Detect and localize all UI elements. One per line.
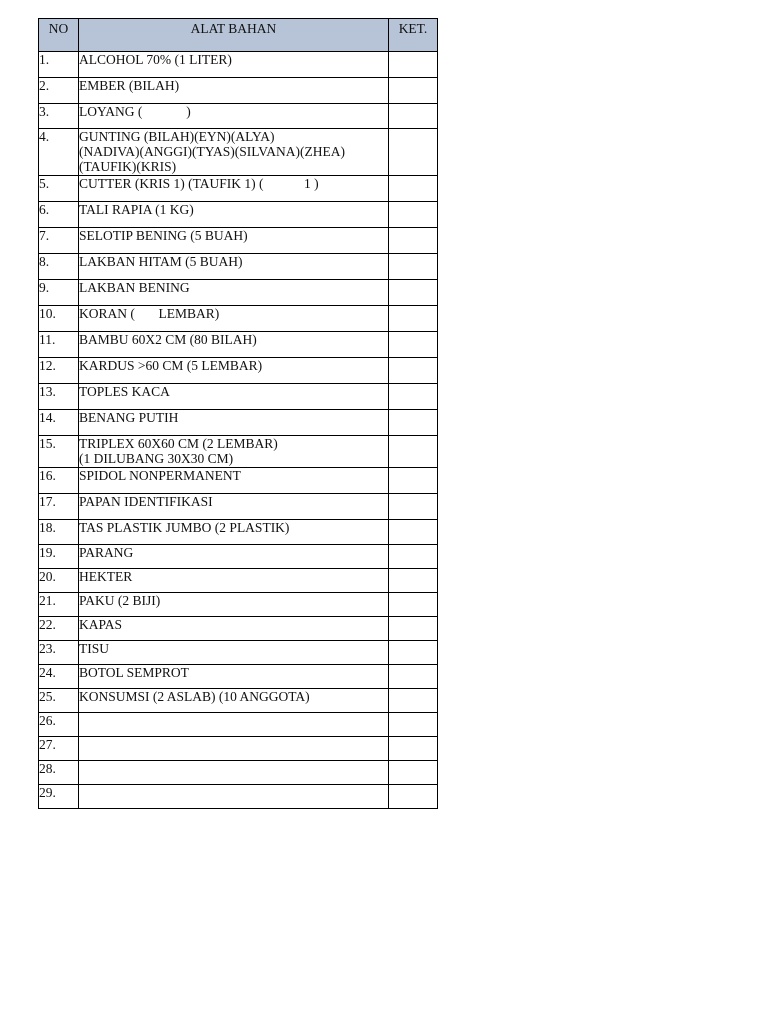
row-number: 9. (39, 280, 79, 306)
row-ket (389, 569, 438, 593)
row-ket (389, 306, 438, 332)
row-item: PAPAN IDENTIFIKASI (79, 494, 389, 520)
row-ket (389, 410, 438, 436)
row-ket (389, 280, 438, 306)
table-row (39, 545, 438, 569)
row-ket (389, 520, 438, 545)
row-number: 7. (39, 228, 79, 254)
row-number: 18. (39, 520, 79, 545)
row-ket (389, 436, 438, 468)
row-number: 29. (39, 785, 79, 809)
row-ket (389, 332, 438, 358)
row-number: 1. (39, 52, 79, 78)
table-row (39, 52, 438, 78)
row-item: KARDUS >60 CM (5 LEMBAR) (79, 358, 389, 384)
row-item (79, 761, 389, 785)
row-item: ALCOHOL 70% (1 LITER) (79, 52, 389, 78)
header-no: NO (39, 19, 79, 52)
row-ket (389, 104, 438, 129)
row-number: 5. (39, 176, 79, 202)
row-ket (389, 176, 438, 202)
table-row (39, 280, 438, 306)
table-row (39, 384, 438, 410)
row-ket (389, 202, 438, 228)
row-ket (389, 78, 438, 104)
row-number: 11. (39, 332, 79, 358)
row-number: 22. (39, 617, 79, 641)
row-ket (389, 785, 438, 809)
row-item (79, 713, 389, 737)
row-number: 14. (39, 410, 79, 436)
table-row (39, 254, 438, 280)
table-row (39, 737, 438, 761)
row-item: EMBER (BILAH) (79, 78, 389, 104)
table-row (39, 761, 438, 785)
row-item: BOTOL SEMPROT (79, 665, 389, 689)
table-row (39, 641, 438, 665)
row-item: TRIPLEX 60X60 CM (2 LEMBAR) (1 DILUBANG 30X30 CM) (79, 436, 389, 468)
table-row (39, 593, 438, 617)
row-ket (389, 545, 438, 569)
row-item: BAMBU 60X2 CM (80 BILAH) (79, 332, 389, 358)
table-row (39, 358, 438, 384)
row-number: 23. (39, 641, 79, 665)
row-number: 25. (39, 689, 79, 713)
row-item: CUTTER (KRIS 1) (TAUFIK 1) ( 1 ) (79, 176, 389, 202)
row-item: PARANG (79, 545, 389, 569)
row-item: SELOTIP BENING (5 BUAH) (79, 228, 389, 254)
header-row (39, 19, 438, 52)
row-item: TALI RAPIA (1 KG) (79, 202, 389, 228)
table-row (39, 785, 438, 809)
table-row (39, 689, 438, 713)
row-item: HEKTER (79, 569, 389, 593)
table-row (39, 713, 438, 737)
row-ket (389, 358, 438, 384)
table-row (39, 306, 438, 332)
row-number: 28. (39, 761, 79, 785)
table-row (39, 436, 438, 468)
row-number: 19. (39, 545, 79, 569)
table-row (39, 494, 438, 520)
row-number: 3. (39, 104, 79, 129)
row-ket (389, 593, 438, 617)
table-row (39, 617, 438, 641)
row-item (79, 785, 389, 809)
row-item: BENANG PUTIH (79, 410, 389, 436)
row-item (79, 737, 389, 761)
table-row (39, 129, 438, 176)
row-item: KONSUMSI (2 ASLAB) (10 ANGGOTA) (79, 689, 389, 713)
table-row (39, 202, 438, 228)
row-ket (389, 468, 438, 494)
row-ket (389, 617, 438, 641)
row-number: 20. (39, 569, 79, 593)
table-row (39, 468, 438, 494)
row-number: 8. (39, 254, 79, 280)
row-item: TAS PLASTIK JUMBO (2 PLASTIK) (79, 520, 389, 545)
table-row (39, 410, 438, 436)
table-row (39, 78, 438, 104)
table-row (39, 228, 438, 254)
row-ket (389, 641, 438, 665)
row-item: TOPLES KACA (79, 384, 389, 410)
row-item: LAKBAN BENING (79, 280, 389, 306)
table-row (39, 665, 438, 689)
row-number: 13. (39, 384, 79, 410)
table-row (39, 332, 438, 358)
row-ket (389, 228, 438, 254)
row-item: KAPAS (79, 617, 389, 641)
row-item: TISU (79, 641, 389, 665)
row-number: 4. (39, 129, 79, 176)
row-number: 15. (39, 436, 79, 468)
header-ket: KET. (389, 19, 438, 52)
row-item: GUNTING (BILAH)(EYN)(ALYA) (NADIVA)(ANGGI)(TYAS)(SILVANA)(ZHEA) (TAUFIK)(KRIS) (79, 129, 389, 176)
row-ket (389, 129, 438, 176)
row-number: 16. (39, 468, 79, 494)
row-number: 27. (39, 737, 79, 761)
row-ket (389, 737, 438, 761)
row-number: 24. (39, 665, 79, 689)
table-row (39, 520, 438, 545)
header-item: ALAT BAHAN (79, 19, 389, 52)
row-ket (389, 761, 438, 785)
row-ket (389, 713, 438, 737)
row-item: KORAN ( LEMBAR) (79, 306, 389, 332)
row-item: SPIDOL NONPERMANENT (79, 468, 389, 494)
row-ket (389, 689, 438, 713)
row-number: 6. (39, 202, 79, 228)
row-number: 12. (39, 358, 79, 384)
table-row (39, 104, 438, 129)
table-row (39, 176, 438, 202)
row-number: 26. (39, 713, 79, 737)
table-row (39, 569, 438, 593)
materials-table (38, 18, 438, 809)
row-number: 21. (39, 593, 79, 617)
row-ket (389, 665, 438, 689)
row-item: PAKU (2 BIJI) (79, 593, 389, 617)
row-number: 10. (39, 306, 79, 332)
row-number: 2. (39, 78, 79, 104)
row-ket (389, 52, 438, 78)
row-ket (389, 384, 438, 410)
row-ket (389, 494, 438, 520)
row-ket (389, 254, 438, 280)
row-item: LOYANG ( ) (79, 104, 389, 129)
row-item: LAKBAN HITAM (5 BUAH) (79, 254, 389, 280)
row-number: 17. (39, 494, 79, 520)
